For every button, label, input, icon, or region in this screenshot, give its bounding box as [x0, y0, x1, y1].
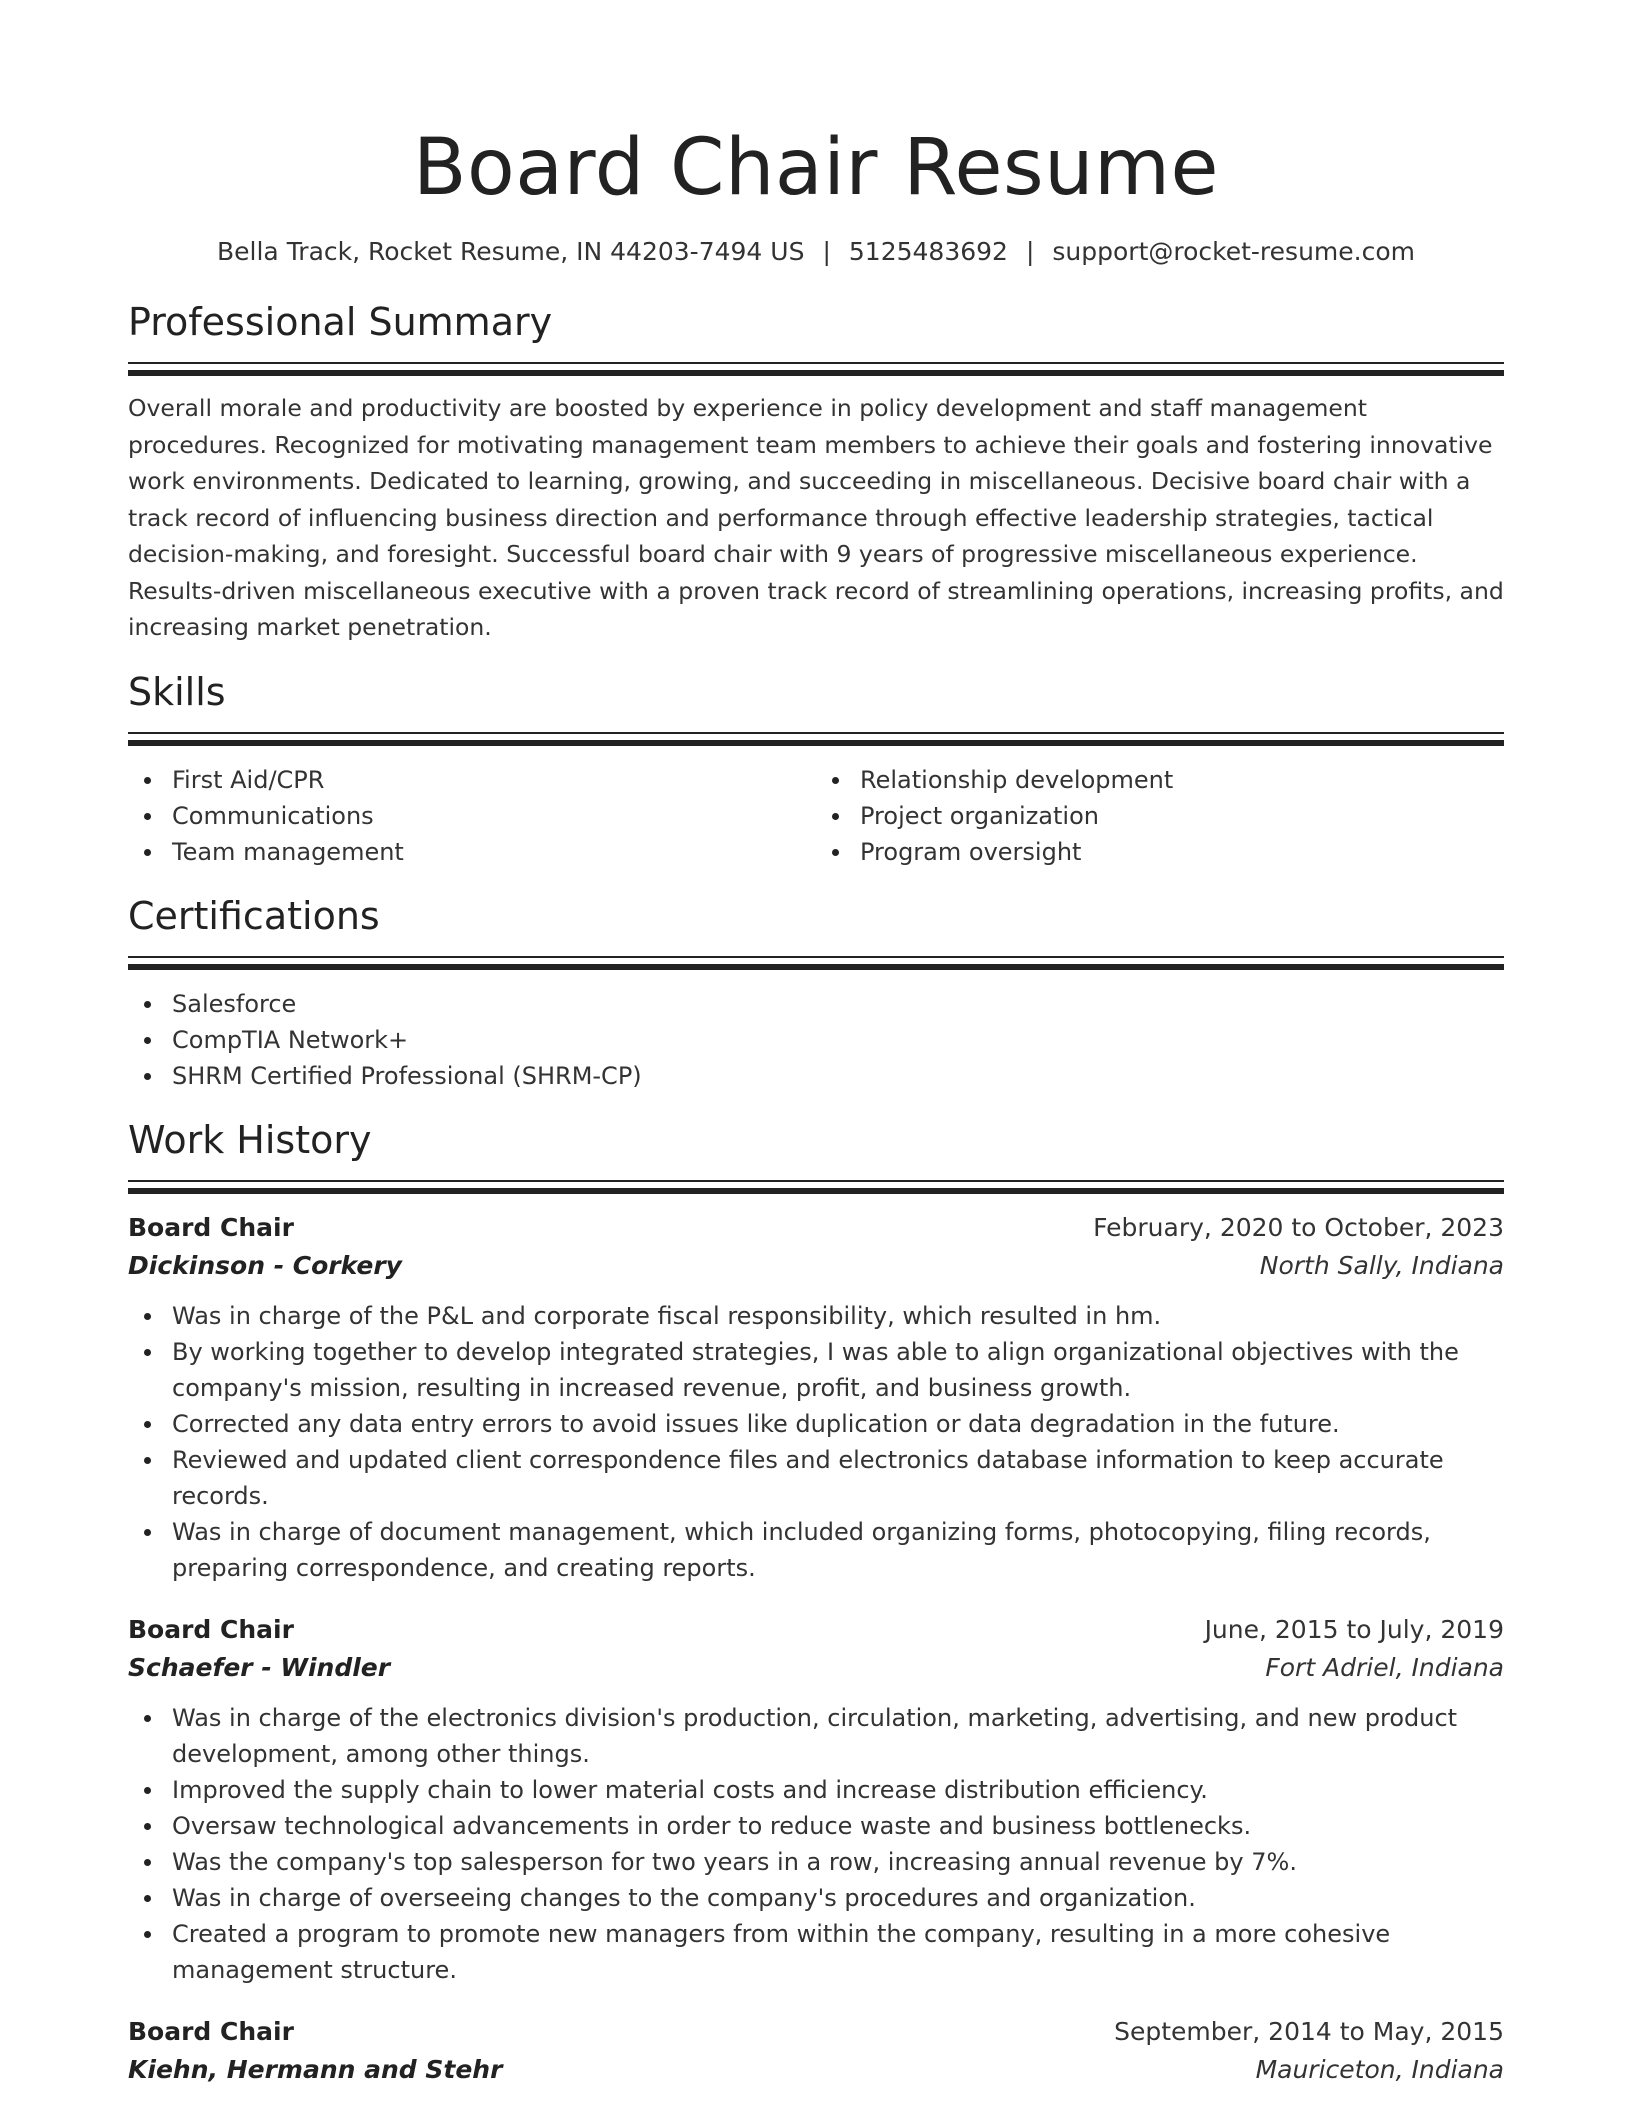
section-divider: [128, 362, 1504, 376]
job-company: Dickinson - Corkery: [128, 1250, 402, 1280]
skills-grid: [128, 762, 1504, 870]
skill-item: Team management: [128, 834, 816, 870]
contact-phone: 5125483692: [848, 237, 1008, 266]
job-bullets: [128, 1298, 1504, 1586]
skill-item: Program oversight: [816, 834, 1504, 870]
section-divider: [128, 1180, 1504, 1194]
job-location: Mauriceton, Indiana: [1255, 2054, 1504, 2084]
contact-line: [128, 234, 1504, 270]
contact-separator: |: [1025, 237, 1035, 266]
certifications-heading: Certifications: [128, 893, 380, 938]
skills-list-right: [816, 762, 1504, 870]
job-location: North Sally, Indiana: [1259, 1250, 1504, 1280]
resume-title: Board Chair Resume: [413, 123, 1219, 213]
section-divider: [128, 956, 1504, 970]
summary-text: Overall morale and productivity are boosted by experience in policy development and staff management procedures. Recognized for motivating management team members to achieve their goals and fostering innovative work environments. Dedicated to learning, growing, and succeeding in miscellaneous. Decisive board chair with a track record of influencing business direction and performance through effective leadership strategies, tactical decision-making, and foresight. Successful board chair with 9 years of progressive miscellaneous experience. Results-driven miscellaneous executive with a proven track record of streamlining operations, increasing profits, and increasing market penetration.: [128, 394, 1504, 641]
work-history-heading: Work History: [128, 1117, 372, 1162]
contact-address: Bella Track, Rocket Resume, IN 44203-7494 US: [217, 237, 805, 266]
skill-item: First Aid/CPR: [128, 762, 816, 798]
job-bullet: Created a program to promote new managers from within the company, resulting in a more cohesive management structure.: [128, 1916, 1504, 1988]
job-company: Kiehn, Hermann and Stehr: [128, 2054, 503, 2084]
job-bullet: Was in charge of overseeing changes to the company's procedures and organization.: [128, 1880, 1504, 1916]
job-title: Board Chair: [128, 1212, 294, 1242]
job-entry: [128, 1210, 1504, 1586]
certification-item: SHRM Certified Professional (SHRM-CP): [128, 1058, 1504, 1094]
skill-item: Communications: [128, 798, 816, 834]
job-bullet: By working together to develop integrated strategies, I was able to align organizational objectives with the company's mission, resulting in increased revenue, profit, and business growth.: [128, 1334, 1504, 1406]
job-bullet: Corrected any data entry errors to avoid issues like duplication or data degradation in the future.: [128, 1406, 1504, 1442]
job-title: Board Chair: [128, 1614, 294, 1644]
summary-section: [128, 298, 1504, 646]
job-entry: [128, 1612, 1504, 1988]
certification-item: CompTIA Network+: [128, 1022, 1504, 1058]
contact-separator: |: [822, 237, 831, 266]
job-bullet: Was in charge of the electronics division's production, circulation, marketing, advertising, and new product development, among other things.: [128, 1700, 1504, 1772]
job-bullet: Was in charge of the P&L and corporate fiscal responsibility, which resulted in hm.: [128, 1298, 1504, 1334]
job-title: Board Chair: [128, 2016, 294, 2046]
certification-item: Salesforce: [128, 986, 1504, 1022]
job-dates: June, 2015 to July, 2019: [1204, 1614, 1504, 1644]
certifications-list: [128, 986, 1504, 1094]
section-divider: [128, 732, 1504, 746]
job-bullet: Improved the supply chain to lower material costs and increase distribution efficiency.: [128, 1772, 1504, 1808]
job-bullet: Reviewed and updated client correspondence files and electronics database information to keep accurate records.: [128, 1442, 1504, 1514]
work-history-section: [128, 1116, 1504, 2090]
certifications-section: [128, 892, 1504, 1094]
job-location: Fort Adriel, Indiana: [1265, 1652, 1504, 1682]
skill-item: Project organization: [816, 798, 1504, 834]
summary-heading: Professional Summary: [128, 300, 553, 344]
job-bullet: Oversaw technological advancements in order to reduce waste and business bottlenecks.: [128, 1808, 1504, 1844]
job-dates: September, 2014 to May, 2015: [1114, 2016, 1504, 2046]
job-entry: [128, 2014, 1504, 2090]
job-bullets: [128, 1700, 1504, 1988]
job-company: Schaefer - Windler: [128, 1652, 391, 1682]
skills-heading: Skills: [128, 669, 226, 714]
job-bullet: Was the company's top salesperson for two years in a row, increasing annual revenue by 7%.: [128, 1844, 1504, 1880]
contact-email: support@rocket-resume.com: [1052, 237, 1415, 266]
skill-item: Relationship development: [816, 762, 1504, 798]
job-bullet: Was in charge of document management, which included organizing forms, photocopying, filing records, preparing correspondence, and creating reports.: [128, 1514, 1504, 1586]
job-dates: February, 2020 to October, 2023: [1093, 1212, 1504, 1242]
skills-section: [128, 668, 1504, 870]
skills-list-left: [128, 762, 816, 870]
